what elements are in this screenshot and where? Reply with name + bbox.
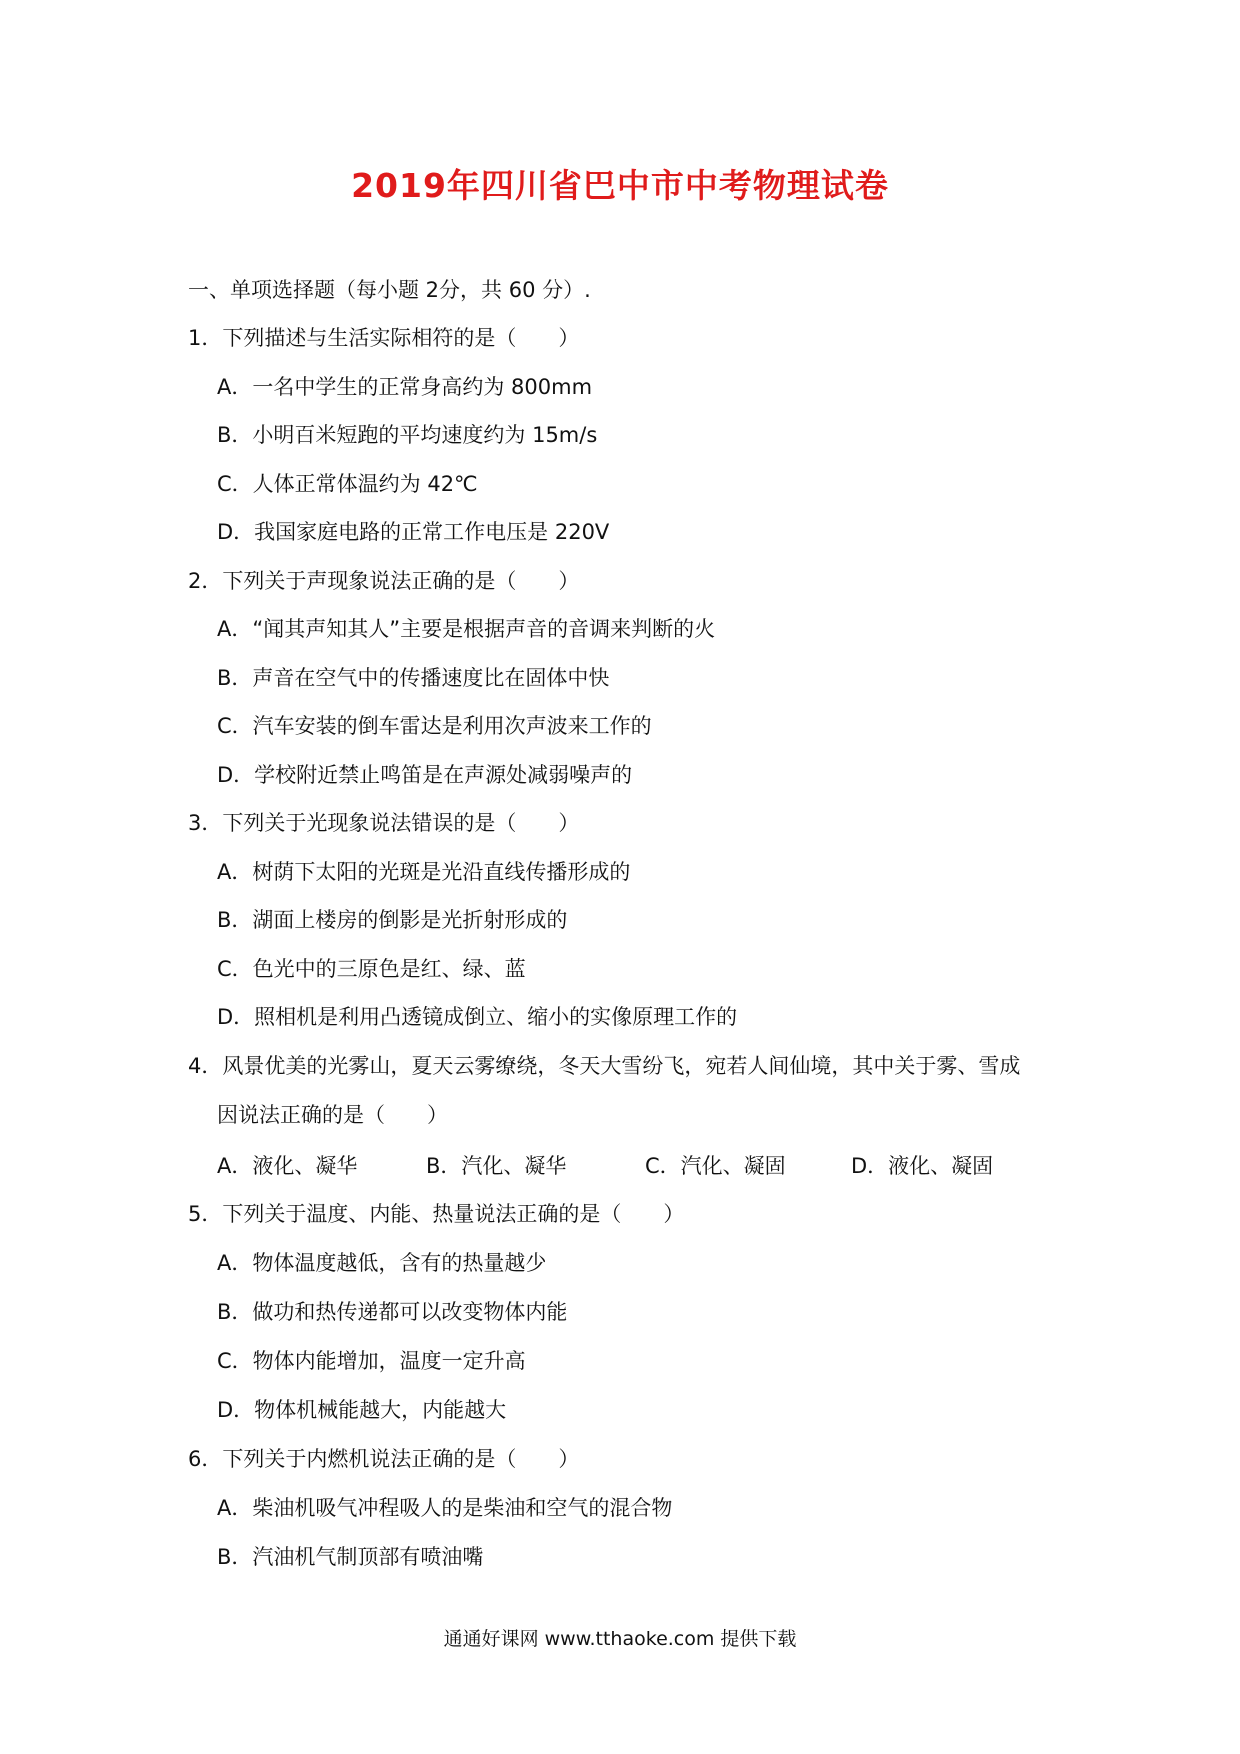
question-1-option-b: B．小明百米短跑的平均速度约为 15m/s bbox=[217, 423, 598, 447]
question-4-option-a: A．液化、凝华 bbox=[217, 1154, 358, 1178]
question-3-option-c: C．色光中的三原色是红、绿、蓝 bbox=[217, 957, 526, 981]
question-1-option-d: D．我国家庭电路的正常工作电压是 220V bbox=[217, 520, 610, 544]
question-5-option-d: D．物体机械能越大，内能越大 bbox=[217, 1398, 507, 1422]
question-4-option-d: D．液化、凝固 bbox=[851, 1154, 994, 1178]
question-3-option-a: A．树荫下太阳的光斑是光沿直线传播形成的 bbox=[217, 860, 631, 884]
question-6-stem: 6．下列关于内燃机说法正确的是（ ） bbox=[188, 1447, 580, 1471]
question-6-option-b: B．汽油机气制顶部有喷油嘴 bbox=[217, 1545, 484, 1569]
question-1-stem: 1．下列描述与生活实际相符的是（ ） bbox=[188, 326, 580, 350]
question-3-stem: 3．下列关于光现象说法错误的是（ ） bbox=[188, 811, 580, 835]
question-4-option-c: C．汽化、凝固 bbox=[645, 1154, 786, 1178]
question-5-stem: 5．下列关于温度、内能、热量说法正确的是（ ） bbox=[188, 1202, 685, 1226]
question-4-option-b: B．汽化、凝华 bbox=[426, 1154, 567, 1178]
question-4-stem: 4．风景优美的光雾山，夏天云雾缭绕，冬天大雪纷飞，宛若人间仙境，其中关于雾、雪成 bbox=[188, 1054, 1021, 1078]
footer-download-credit: 通通好课网 www.tthaoke.com 提供下载 bbox=[443, 1628, 797, 1650]
question-2-option-d: D．学校附近禁止鸣笛是在声源处减弱噪声的 bbox=[217, 763, 633, 787]
question-5-option-a: A．物体温度越低，含有的热量越少 bbox=[217, 1251, 547, 1275]
question-5-option-c: C．物体内能增加，温度一定升高 bbox=[217, 1349, 526, 1373]
question-3-option-d: D．照相机是利用凸透镜成倒立、缩小的实像原理工作的 bbox=[217, 1005, 738, 1029]
question-1-option-c: C．人体正常体温约为 42℃ bbox=[217, 472, 478, 496]
question-2-option-a: A．“闻其声知其人”主要是根据声音的音调来判断的火 bbox=[217, 617, 716, 641]
question-2-option-c: C．汽车安装的倒车雷达是利用次声波来工作的 bbox=[217, 714, 652, 738]
question-1-option-a: A．一名中学生的正常身高约为 800mm bbox=[217, 375, 593, 399]
question-2-option-b: B．声音在空气中的传播速度比在固体中快 bbox=[217, 666, 610, 690]
question-6-option-a: A．柴油机吸气冲程吸人的是柴油和空气的混合物 bbox=[217, 1496, 673, 1520]
page-title: 2019年四川省巴中市中考物理试卷 bbox=[351, 166, 889, 205]
question-3-option-b: B．湖面上楼房的倒影是光折射形成的 bbox=[217, 908, 568, 932]
question-5-option-b: B．做功和热传递都可以改变物体内能 bbox=[217, 1300, 568, 1324]
section-header: 一、单项选择题（每小题 2分，共 60 分）. bbox=[188, 278, 591, 302]
question-2-stem: 2．下列关于声现象说法正确的是（ ） bbox=[188, 569, 580, 593]
question-4-stem-continued: 因说法正确的是（ ） bbox=[217, 1103, 448, 1127]
